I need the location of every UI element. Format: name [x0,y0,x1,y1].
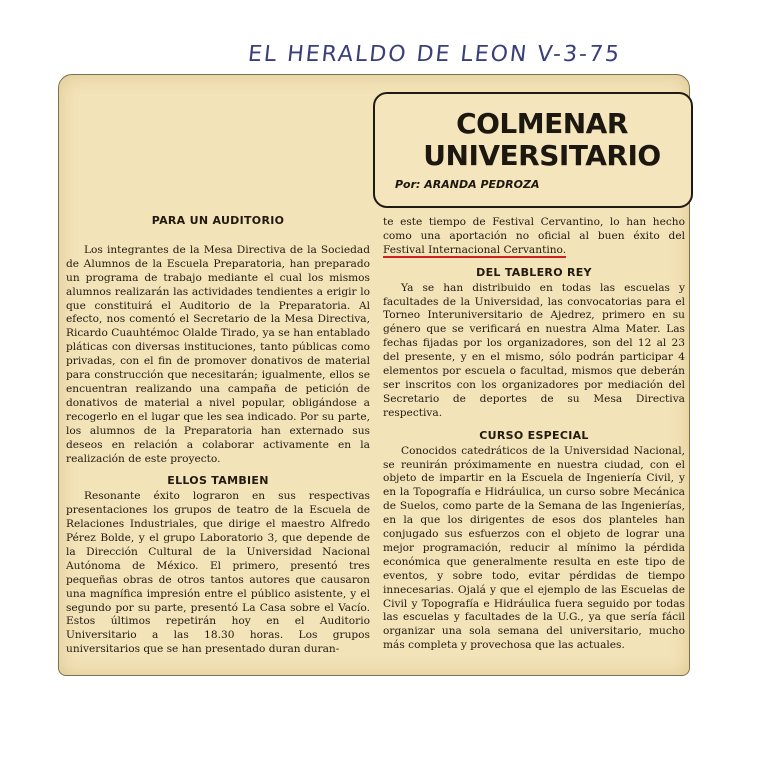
handwritten-source-note: EL HERALDO DE LEON V-3-75 [246,42,623,67]
right-column [383,216,685,653]
article-heading-tablero-rey: DEL TABLERO REY [476,265,592,279]
article-body-tablero-rey: Ya se han distribuido en todas las escuelas y facultades de la Universidad, las convocatorias para el Torneo Interuniversitario de Ajedrez, primero en su género que se verificará en nuestra Alma Mater. Las fechas fijadas por los organizadores, son del 12 al 23 del presente, y en el mismo, sólo podrán participar 4 elementos por escuela o facultad, mismos que deberán ser inscritos con los organizadores por mediación del Secretario de deportes de su Mesa Directiva respectiva. [383,281,685,419]
article-heading-ellos-tambien: ELLOS TAMBIEN [167,474,269,488]
article-heading-curso-especial: CURSO ESPECIAL [479,428,589,442]
article-body-ellos-tambien: Resonante éxito lograron en sus respectivas presentaciones los grupos de teatro de la Escuela de Relaciones Industriales, que dirige el maestro Alfredo Pérez Bolde, y el grupo Laboratorio 3, que depende de la Dirección Cultural de la Universidad Nacional Autónoma de México. El primero, presentó tres pequeñas obras de otros tantos autores que causaron una magnífica impresión entre el público asistente, y el segundo por su parte, presentó La Casa sobre el Vacío. Estos últimos repetirán hoy en el Auditorio Universitario a las 18.30 horas. Los grupos universitarios que se han presentado duran duran- [66,490,370,656]
article-continuation-ellos-tambien [383,216,685,258]
article-heading-auditorio: PARA UN AUDITORIO [151,214,285,227]
masthead-title-line2: UNIVERSITARIO [423,139,661,172]
highlighted-festival-name: Festival Internacional Cervantino. [383,243,567,256]
left-column [66,214,370,657]
column-masthead [373,92,693,208]
continuation-text: te este tiempo de Festival Cervantino, lo han hecho como una aportación no oficial al buen éxito del [383,216,685,242]
masthead-title-line1: COLMENAR [456,107,628,140]
article-body-curso-especial: Conocidos catedráticos de la Universidad Nacional, se reunirán próximamente en nuestra ciudad, con el objeto de impartir en la Escuela de Ingeniería Civil, y en la Topografía e Hidráulica, un curso sobre Mecánica de Suelos, como parte de la Semana de las Ingenierías, en la que los dirigentes de esos dos planteles han conjugado sus esfuerzos con el objeto de lograr una mejor programación, reducir al mínimo la pérdida económica que generalmente resulta en este tipo de eventos, y sobre todo, evitar pérdidas de tiempo innecesarias. Ojalá y que el ejemplo de las Escuelas de Civil y Topografía e Hidráulica fuera seguido por todas las escuelas y facultades de la U.G., ya que sería fácil organizar una sola semana del universitario, mucho más completa y provechosa que las actuales. [383,444,685,652]
masthead-byline: Por: ARANDA PEDROZA [395,178,540,191]
article-body-auditorio: Los integrantes de la Mesa Directiva de la Sociedad de Alumnos de la Escuela Preparatoria, han preparado un programa de trabajo mediante el cual los mismos alumnos realizarán las actividades tendientes a erigir lo que constituirá el Auditorio de la Preparatoria. Al efecto, nos comentó el Secretario de la Mesa Directiva, Ricardo Cuauhtémoc Olalde Tirado, ya se han entablado pláticas con diversas instituciones, tanto públicas como privadas, con el fin de promover donativos de material para construcción que necesitarán; igualmente, ellos se encuentran realizando una campaña de petición de donativos de material a nivel popular, obligándose a recogerlo en el lugar que les sea indicado. Por su parte, los alumnos de la Preparatoria han externado sus deseos en relación a colaborar activamente en la realización de este proyecto. [66,243,370,465]
